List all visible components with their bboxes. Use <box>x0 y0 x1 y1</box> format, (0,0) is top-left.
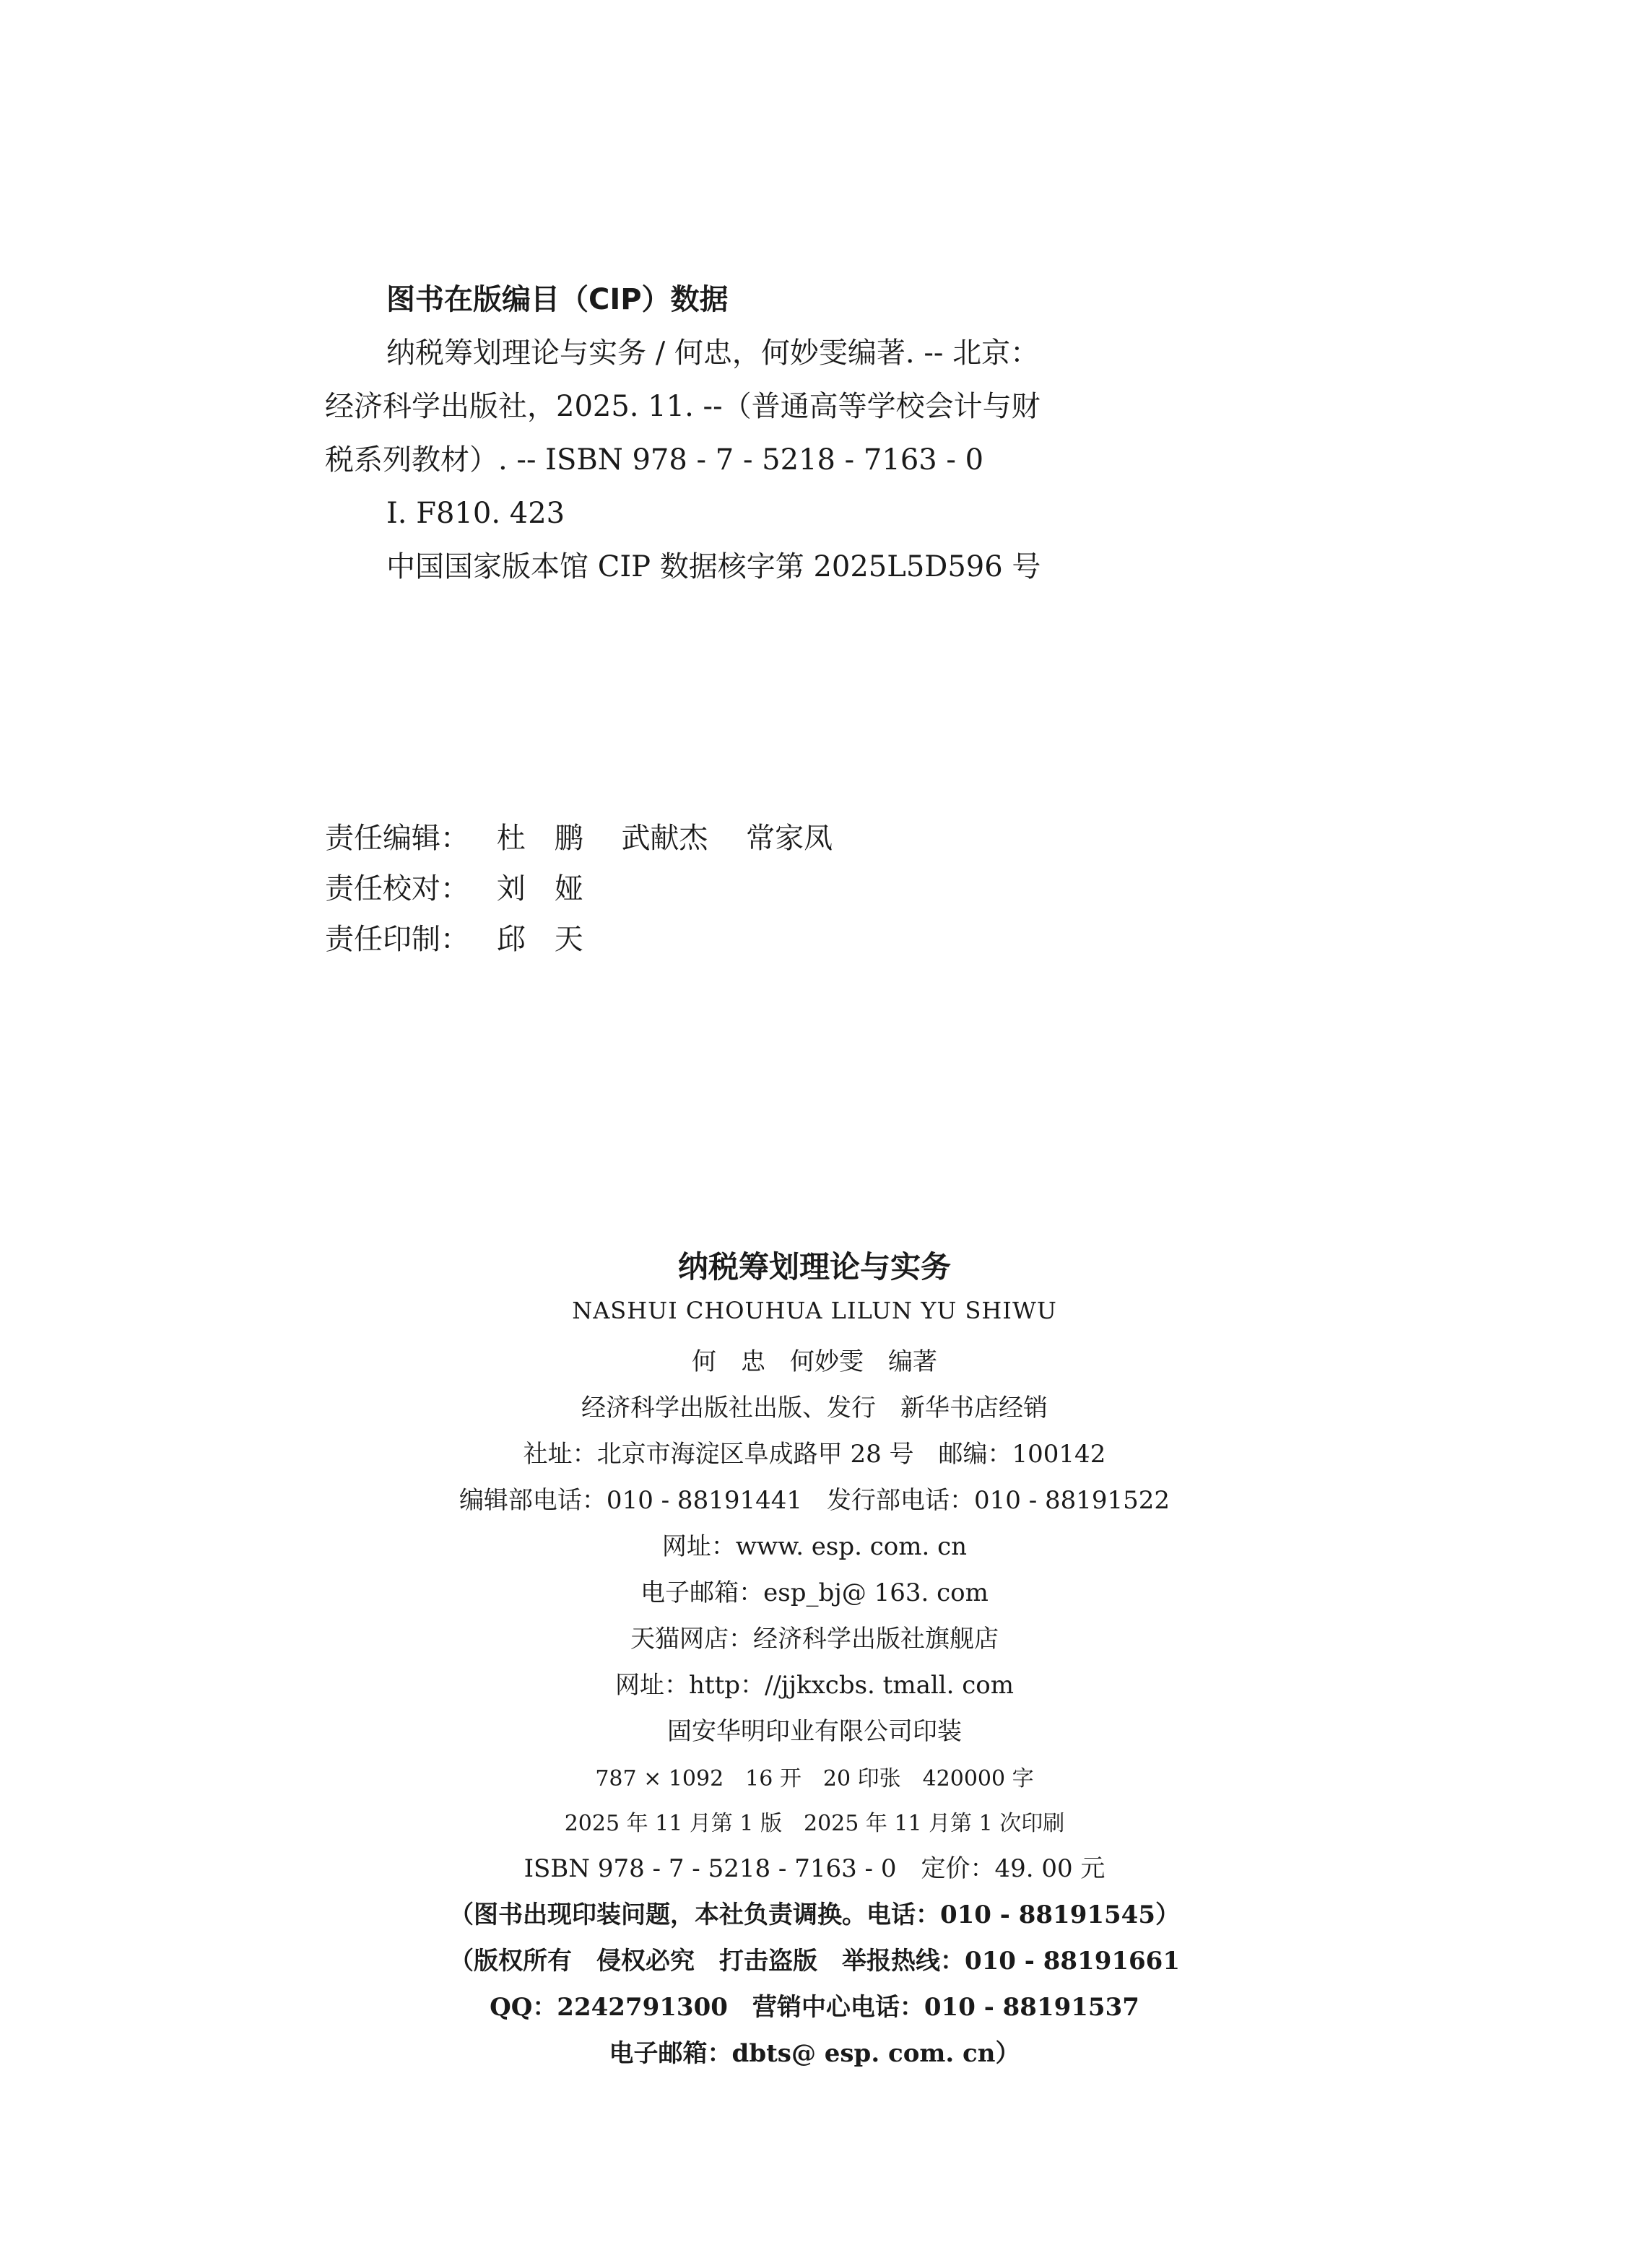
editor-role: 责任编辑： <box>325 822 469 855</box>
printer: 固安华明印业有限公司印装 <box>667 1717 962 1746</box>
website: 网址：www. esp. com. cn <box>661 1532 968 1561</box>
editor-name: 常家凤 <box>746 822 833 855</box>
printing-row <box>325 914 612 965</box>
address: 社址：北京市海淀区阜成路甲 28 号 邮编：100142 <box>523 1440 1106 1469</box>
cip-line-3: 税系列教材）. -- ISBN 978 - 7 - 5218 - 7163 - 0 <box>325 443 984 477</box>
notice-line-2: （版权所有 侵权必究 打击盗版 举报热线：010 - 88191661 <box>448 1947 1180 1976</box>
printing-name: 邱 天 <box>496 923 583 956</box>
cip-line-5: 中国国家版本馆 CIP 数据核字第 2025L5D596 号 <box>386 550 1041 583</box>
printing-role: 责任印制： <box>325 923 469 956</box>
phones: 编辑部电话：010 - 88191441 发行部电话：010 - 88191522 <box>459 1486 1170 1515</box>
book-title: 纳税筹划理论与实务 <box>677 1249 951 1285</box>
email: 电子邮箱：esp_bj@ 163. com <box>640 1578 989 1607</box>
proofreader-name: 刘 娅 <box>496 872 583 905</box>
cip-heading: 图书在版编目（CIP）数据 <box>386 283 729 316</box>
cip-line-4: Ⅰ. F810. 423 <box>386 497 565 530</box>
notice-line-4: 电子邮箱：dbts@ esp. com. cn） <box>609 2039 1020 2068</box>
edition-info: 2025 年 11 月第 1 版 2025 年 11 月第 1 次印刷 <box>564 1811 1065 1836</box>
cip-line-1: 纳税筹划理论与实务 / 何忠，何妙雯编著. -- 北京： <box>386 336 1040 370</box>
authors: 何 忠 何妙雯 编著 <box>692 1347 937 1376</box>
notice-line-1: （图书出现印装问题，本社负责调换。电话：010 - 88191545） <box>448 1900 1180 1929</box>
proofreader-row <box>325 864 612 914</box>
isbn-price: ISBN 978 - 7 - 5218 - 7163 - 0 定价：49. 00 元 <box>524 1854 1105 1883</box>
tmall-url: 网址：http：//jjkxcbs. tmall. com <box>615 1671 1014 1700</box>
format-info: 787 × 1092 16 开 20 印张 420000 字 <box>595 1766 1034 1791</box>
editor-row <box>325 813 861 864</box>
editor-name: 杜 鹏 <box>496 822 583 855</box>
editor-name: 武献杰 <box>621 822 708 855</box>
publisher: 经济科学出版社出版、发行 新华书店经销 <box>581 1394 1048 1422</box>
notice-line-3: QQ：2242791300 营销中心电话：010 - 88191537 <box>490 1993 1139 2022</box>
book-title-pinyin: NASHUI CHOUHUA LILUN YU SHIWU <box>572 1297 1057 1324</box>
cip-line-2: 经济科学出版社，2025. 11. --（普通高等学校会计与财 <box>325 390 1041 423</box>
proofreader-role: 责任校对： <box>325 872 469 905</box>
tmall-store: 天猫网店：经济科学出版社旗舰店 <box>630 1625 999 1654</box>
